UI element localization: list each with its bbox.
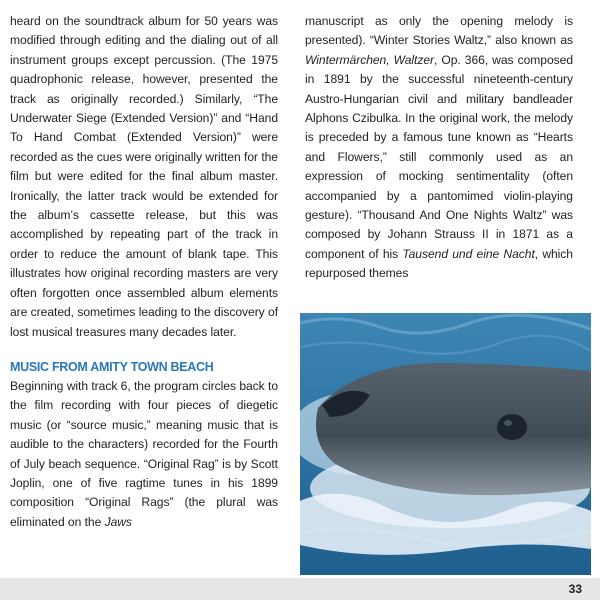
right-column (305, 12, 573, 284)
shark-photo-illustration (300, 313, 591, 575)
body-paragraph (305, 12, 573, 284)
shark-eye (497, 414, 527, 440)
paragraph-text: , Op. 366, was composed in 1891 by the successful nineteenth-century Austro-Hungarian civil and military bandleader Alphons Czibulka. In the original work, the melody is preceded by a famous tune known as “Hearts and Flowers,” still commonly used as an expression of mocking sentimentality (often accompanied by a pantomimed violin-playing gesture). “Thousand And One Nights Waltz” was composed by Johann Strauss II in 1871 as a component of his (305, 52, 573, 261)
paragraph-text: manuscript as only the opening melody is presented). “Winter Stories Waltz,” also known as (305, 14, 573, 48)
left-column (10, 12, 278, 532)
body-paragraph (10, 377, 278, 532)
italic-title: Wintermärchen, Waltzer (305, 52, 435, 67)
paragraph-text: , which repurposed themes (305, 246, 573, 281)
body-paragraph (10, 12, 278, 342)
footer-bar (0, 578, 600, 600)
paragraph-text: heard on the soundtrack album for 50 years was modified through editing and the dialing out of all instrument groups except percussion. (The 1975 quadrophonic release, however, presented the track as originally recorded.) Similarly, “The Underwater Siege (Extended Version)” and “Hand To Hand Combat (Extended Version)” were recorded as the cues were originally written for the film but were edited for the final album master. Ironically, the latter track would be extended for the album’s cassette release, but this was accomplished by repeating part of the track in order to reduce the amount of blank tape. This illustrates how original recording masters are very often forgotten once assembled album elements are created, sometimes leading to the discovery of lost musical treasures many decades later. (10, 14, 278, 339)
page-number: 33 (568, 582, 582, 596)
italic-title: Tausend und eine Nacht (402, 246, 535, 261)
section-heading: MUSIC FROM AMITY TOWN BEACH (10, 359, 214, 374)
paragraph-text: Beginning with track 6, the program circles back to the film recording with four pieces of diegetic music (or “source music,” meaning music that is audible to the characters) recorded for the Fourth of July beach sequence. “Original Rag” is by Scott Joplin, one of five ragtime tunes in his 1899 composition “Original Rags” (the plural was eliminated on the (10, 378, 278, 529)
shark-photo (300, 313, 591, 575)
italic-title: Jaws (104, 514, 132, 529)
